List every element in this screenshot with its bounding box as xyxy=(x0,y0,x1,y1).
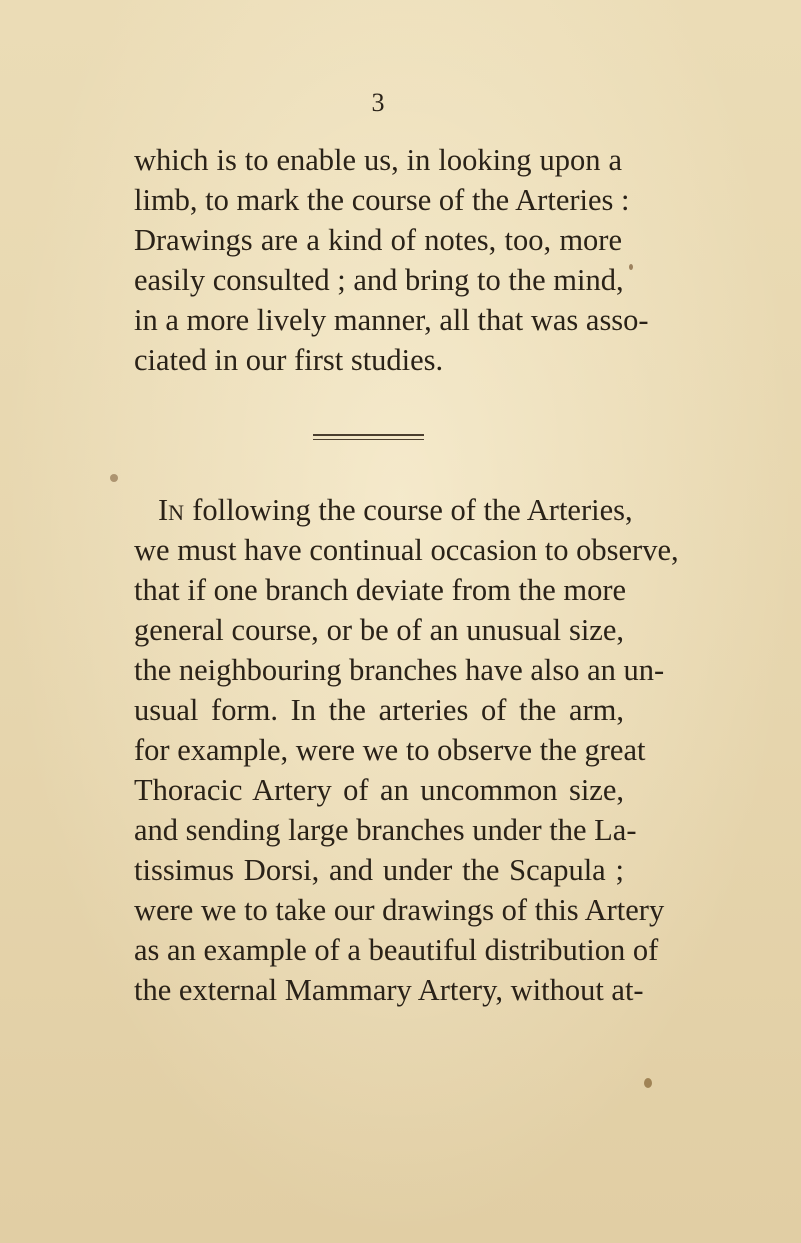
paragraph2-line-1-rest: following the course of the Arteries, xyxy=(184,493,633,527)
paragraph2-line-5: the neighbouring branches have also an un- xyxy=(134,653,665,687)
paragraph1-line-4: easily consulted ; and bring to the mind, xyxy=(134,263,624,297)
paragraph2-line-10: tissimus Dorsi, and under the Scapula ; xyxy=(134,853,624,887)
paragraph1-line-1: which is to enable us, in looking upon a xyxy=(134,143,622,177)
paragraph2-line-1 xyxy=(158,492,633,531)
section-divider-top xyxy=(313,434,424,436)
paragraph2-line-13: the external Mammary Artery, without at- xyxy=(134,973,644,1007)
foxing-spot xyxy=(629,264,633,270)
paragraph2-line-2: we must have continual occasion to observe, xyxy=(134,533,679,567)
paragraph2-line-6: usual form. In the arteries of the arm, xyxy=(134,693,624,727)
paragraph2-line-12: as an example of a beautiful distribution of xyxy=(134,933,659,967)
paragraph1-line-3: Drawings are a kind of notes, too, more xyxy=(134,223,622,257)
small-caps: N xyxy=(168,500,185,525)
paragraph2-line-11: were we to take our drawings of this Artery xyxy=(134,893,665,927)
paragraph1-line-5: in a more lively manner, all that was asso- xyxy=(134,303,649,337)
foxing-spot xyxy=(110,474,118,482)
paragraph2-line-8: Thoracic Artery of an uncommon size, xyxy=(134,773,624,807)
page-number: 3 xyxy=(371,88,385,117)
paragraph2-line-3: that if one branch deviate from the more xyxy=(134,573,627,607)
paragraph2-line-9: and sending large branches under the La- xyxy=(134,813,637,847)
drop-cap: I xyxy=(158,493,169,527)
paragraph1-line-6: ciated in our first studies. xyxy=(134,343,444,377)
section-divider-bottom xyxy=(313,439,424,440)
paragraph1-line-2: limb, to mark the course of the Arteries : xyxy=(134,183,630,217)
foxing-spot xyxy=(644,1078,652,1088)
paragraph2-line-4: general course, or be of an unusual size, xyxy=(134,613,624,647)
paragraph2-line-7: for example, were we to observe the great xyxy=(134,733,646,767)
